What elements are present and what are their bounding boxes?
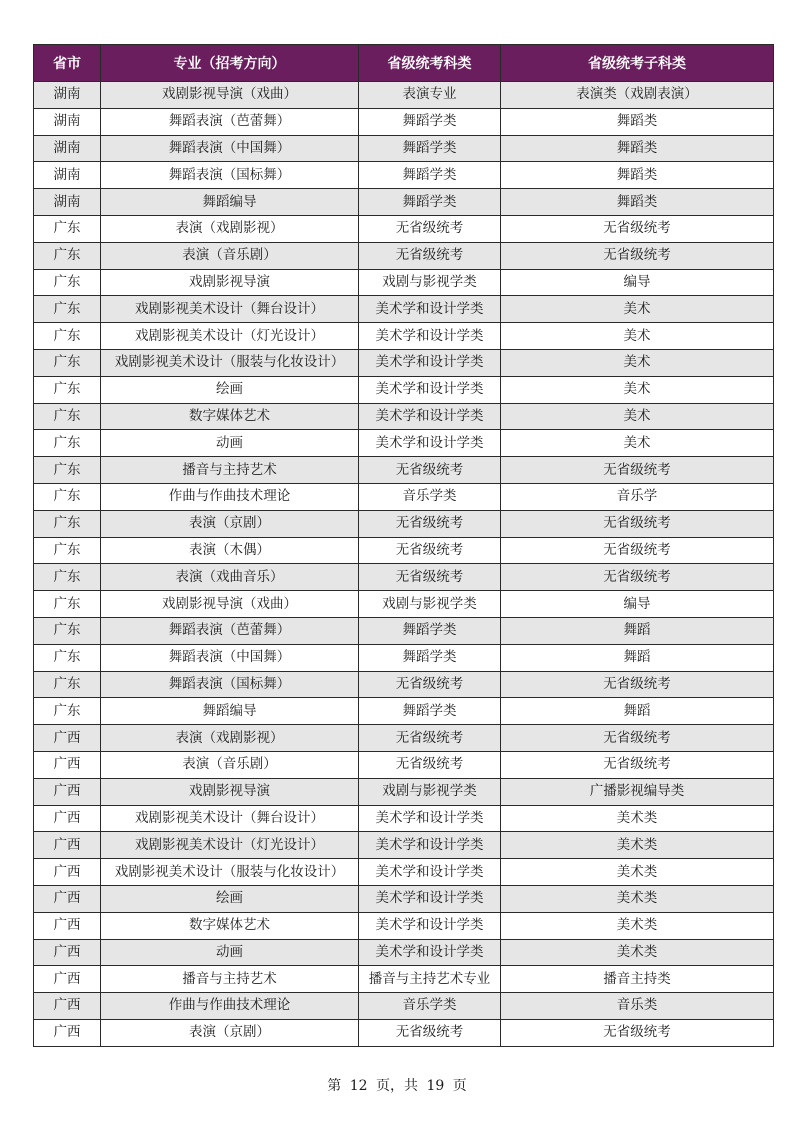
cell-exam-category: 无省级统考	[359, 215, 501, 242]
cell-exam-subcategory: 无省级统考	[501, 242, 774, 269]
cell-province: 广东	[34, 430, 101, 457]
cell-major: 舞蹈表演（中国舞）	[101, 135, 359, 162]
cell-province: 湖南	[34, 82, 101, 109]
cell-province: 广东	[34, 323, 101, 350]
table-row	[34, 805, 774, 832]
cell-exam-category: 无省级统考	[359, 510, 501, 537]
cell-major: 动画	[101, 939, 359, 966]
cell-exam-category: 戏剧与影视学类	[359, 591, 501, 618]
cell-exam-category: 舞蹈学类	[359, 189, 501, 216]
cell-exam-category: 美术学和设计学类	[359, 859, 501, 886]
cell-exam-category: 无省级统考	[359, 1019, 501, 1046]
table-row	[34, 483, 774, 510]
cell-major: 播音与主持艺术	[101, 457, 359, 484]
table-row	[34, 698, 774, 725]
cell-exam-category: 舞蹈学类	[359, 698, 501, 725]
cell-exam-category: 美术学和设计学类	[359, 430, 501, 457]
cell-exam-category: 无省级统考	[359, 457, 501, 484]
cell-major: 表演（音乐剧）	[101, 751, 359, 778]
cell-exam-category: 美术学和设计学类	[359, 885, 501, 912]
cell-major: 动画	[101, 430, 359, 457]
table-row	[34, 671, 774, 698]
table-row	[34, 108, 774, 135]
cell-major: 表演（音乐剧）	[101, 242, 359, 269]
cell-major: 戏剧影视导演	[101, 269, 359, 296]
table-row	[34, 349, 774, 376]
cell-province: 广东	[34, 591, 101, 618]
cell-province: 广西	[34, 885, 101, 912]
cell-major: 戏剧影视美术设计（舞台设计）	[101, 805, 359, 832]
cell-exam-category: 美术学和设计学类	[359, 805, 501, 832]
table-row	[34, 403, 774, 430]
cell-exam-category: 无省级统考	[359, 751, 501, 778]
table-row	[34, 1019, 774, 1046]
cell-exam-subcategory: 无省级统考	[501, 457, 774, 484]
table-row	[34, 939, 774, 966]
table-row	[34, 457, 774, 484]
cell-major: 数字媒体艺术	[101, 403, 359, 430]
cell-exam-category: 舞蹈学类	[359, 135, 501, 162]
cell-exam-subcategory: 音乐类	[501, 993, 774, 1020]
cell-exam-category: 美术学和设计学类	[359, 296, 501, 323]
cell-exam-subcategory: 无省级统考	[501, 510, 774, 537]
table-row	[34, 296, 774, 323]
table-row	[34, 242, 774, 269]
cell-exam-subcategory: 美术类	[501, 885, 774, 912]
cell-province: 广东	[34, 483, 101, 510]
cell-major: 表演（京剧）	[101, 510, 359, 537]
majors-table	[33, 44, 774, 1047]
cell-exam-category: 无省级统考	[359, 537, 501, 564]
cell-exam-category: 舞蹈学类	[359, 617, 501, 644]
cell-exam-category: 音乐学类	[359, 993, 501, 1020]
cell-province: 湖南	[34, 108, 101, 135]
cell-major: 戏剧影视美术设计（灯光设计）	[101, 832, 359, 859]
cell-exam-subcategory: 无省级统考	[501, 564, 774, 591]
header-exam-category: 省级统考科类	[359, 45, 501, 82]
table-row	[34, 215, 774, 242]
table-row	[34, 725, 774, 752]
cell-province: 广西	[34, 725, 101, 752]
table-row	[34, 510, 774, 537]
cell-province: 广东	[34, 349, 101, 376]
cell-exam-subcategory: 舞蹈	[501, 617, 774, 644]
cell-exam-subcategory: 舞蹈类	[501, 108, 774, 135]
cell-exam-category: 美术学和设计学类	[359, 832, 501, 859]
cell-major: 戏剧影视美术设计（服装与化妆设计）	[101, 859, 359, 886]
table-row	[34, 751, 774, 778]
header-province: 省市	[34, 45, 101, 82]
table-row	[34, 430, 774, 457]
cell-province: 广东	[34, 698, 101, 725]
cell-exam-category: 美术学和设计学类	[359, 376, 501, 403]
table-row	[34, 644, 774, 671]
cell-exam-subcategory: 美术类	[501, 805, 774, 832]
cell-major: 戏剧影视导演（戏曲）	[101, 591, 359, 618]
cell-province: 广西	[34, 832, 101, 859]
majors-table-container	[33, 44, 773, 1047]
table-row	[34, 269, 774, 296]
table-row	[34, 617, 774, 644]
table-body	[34, 82, 774, 1047]
table-row	[34, 885, 774, 912]
cell-exam-category: 无省级统考	[359, 725, 501, 752]
cell-province: 广东	[34, 403, 101, 430]
cell-province: 广东	[34, 671, 101, 698]
cell-province: 广西	[34, 912, 101, 939]
cell-exam-category: 无省级统考	[359, 564, 501, 591]
cell-exam-subcategory: 广播影视编导类	[501, 778, 774, 805]
cell-province: 广东	[34, 457, 101, 484]
cell-major: 舞蹈编导	[101, 698, 359, 725]
cell-exam-category: 戏剧与影视学类	[359, 778, 501, 805]
footer-prefix: 第	[327, 1078, 342, 1094]
cell-exam-subcategory: 美术类	[501, 859, 774, 886]
table-row	[34, 376, 774, 403]
cell-exam-subcategory: 表演类（戏剧表演）	[501, 82, 774, 109]
cell-exam-category: 无省级统考	[359, 242, 501, 269]
table-row	[34, 832, 774, 859]
cell-exam-subcategory: 音乐学	[501, 483, 774, 510]
cell-major: 舞蹈表演（芭蕾舞）	[101, 108, 359, 135]
table-row	[34, 82, 774, 109]
table-row	[34, 966, 774, 993]
cell-province: 广东	[34, 537, 101, 564]
cell-exam-subcategory: 编导	[501, 269, 774, 296]
cell-exam-subcategory: 舞蹈	[501, 644, 774, 671]
cell-major: 戏剧影视导演	[101, 778, 359, 805]
table-row	[34, 323, 774, 350]
cell-province: 广东	[34, 242, 101, 269]
cell-major: 绘画	[101, 885, 359, 912]
cell-major: 播音与主持艺术	[101, 966, 359, 993]
table-row	[34, 135, 774, 162]
table-row	[34, 912, 774, 939]
cell-exam-subcategory: 舞蹈类	[501, 162, 774, 189]
table-row	[34, 564, 774, 591]
cell-exam-subcategory: 美术	[501, 323, 774, 350]
cell-province: 广西	[34, 966, 101, 993]
cell-exam-subcategory: 美术类	[501, 939, 774, 966]
footer-current-page: 12	[349, 1078, 368, 1094]
cell-province: 广东	[34, 564, 101, 591]
table-row	[34, 537, 774, 564]
cell-province: 广东	[34, 376, 101, 403]
cell-province: 广西	[34, 805, 101, 832]
cell-exam-subcategory: 无省级统考	[501, 215, 774, 242]
table-header-row	[34, 45, 774, 82]
cell-province: 广东	[34, 617, 101, 644]
cell-exam-category: 美术学和设计学类	[359, 912, 501, 939]
cell-exam-category: 舞蹈学类	[359, 108, 501, 135]
cell-province: 广西	[34, 939, 101, 966]
cell-major: 作曲与作曲技术理论	[101, 993, 359, 1020]
cell-province: 广西	[34, 1019, 101, 1046]
cell-exam-category: 播音与主持艺术专业	[359, 966, 501, 993]
cell-province: 湖南	[34, 135, 101, 162]
cell-exam-subcategory: 无省级统考	[501, 671, 774, 698]
cell-major: 舞蹈表演（国标舞）	[101, 162, 359, 189]
cell-province: 广西	[34, 751, 101, 778]
cell-major: 戏剧影视美术设计（舞台设计）	[101, 296, 359, 323]
cell-province: 广西	[34, 859, 101, 886]
cell-exam-category: 美术学和设计学类	[359, 403, 501, 430]
cell-exam-category: 无省级统考	[359, 671, 501, 698]
cell-exam-subcategory: 舞蹈类	[501, 189, 774, 216]
cell-major: 表演（戏剧影视）	[101, 215, 359, 242]
table-row	[34, 591, 774, 618]
cell-exam-category: 音乐学类	[359, 483, 501, 510]
cell-exam-subcategory: 美术	[501, 349, 774, 376]
header-exam-subcategory: 省级统考子科类	[501, 45, 774, 82]
cell-exam-subcategory: 无省级统考	[501, 537, 774, 564]
cell-major: 戏剧影视导演（戏曲）	[101, 82, 359, 109]
cell-major: 戏剧影视美术设计（灯光设计）	[101, 323, 359, 350]
cell-exam-category: 戏剧与影视学类	[359, 269, 501, 296]
cell-exam-subcategory: 无省级统考	[501, 1019, 774, 1046]
cell-major: 舞蹈表演（芭蕾舞）	[101, 617, 359, 644]
cell-exam-subcategory: 无省级统考	[501, 751, 774, 778]
table-row	[34, 778, 774, 805]
cell-major: 作曲与作曲技术理论	[101, 483, 359, 510]
cell-exam-subcategory: 编导	[501, 591, 774, 618]
cell-major: 舞蹈表演（国标舞）	[101, 671, 359, 698]
cell-province: 广西	[34, 993, 101, 1020]
footer-middle: 页，共	[376, 1078, 418, 1094]
cell-exam-subcategory: 舞蹈类	[501, 135, 774, 162]
cell-exam-subcategory: 美术类	[501, 912, 774, 939]
cell-exam-category: 美术学和设计学类	[359, 323, 501, 350]
cell-major: 绘画	[101, 376, 359, 403]
cell-exam-subcategory: 美术	[501, 403, 774, 430]
cell-major: 表演（戏剧影视）	[101, 725, 359, 752]
cell-major: 舞蹈表演（中国舞）	[101, 644, 359, 671]
cell-exam-category: 美术学和设计学类	[359, 349, 501, 376]
page-footer	[0, 1075, 794, 1095]
cell-province: 湖南	[34, 162, 101, 189]
cell-exam-category: 美术学和设计学类	[359, 939, 501, 966]
cell-exam-subcategory: 无省级统考	[501, 725, 774, 752]
cell-exam-subcategory: 美术	[501, 430, 774, 457]
cell-exam-subcategory: 美术	[501, 296, 774, 323]
cell-major: 戏剧影视美术设计（服装与化妆设计）	[101, 349, 359, 376]
footer-suffix: 页	[452, 1078, 467, 1094]
cell-exam-subcategory: 舞蹈	[501, 698, 774, 725]
cell-province: 广东	[34, 644, 101, 671]
cell-exam-category: 表演专业	[359, 82, 501, 109]
cell-province: 湖南	[34, 189, 101, 216]
cell-province: 广东	[34, 215, 101, 242]
cell-major: 表演（戏曲音乐）	[101, 564, 359, 591]
table-row	[34, 189, 774, 216]
table-row	[34, 993, 774, 1020]
cell-province: 广东	[34, 510, 101, 537]
table-row	[34, 859, 774, 886]
cell-province: 广东	[34, 296, 101, 323]
header-major: 专业（招考方向）	[101, 45, 359, 82]
cell-exam-subcategory: 美术类	[501, 832, 774, 859]
table-row	[34, 162, 774, 189]
cell-exam-category: 舞蹈学类	[359, 162, 501, 189]
cell-major: 数字媒体艺术	[101, 912, 359, 939]
cell-province: 广东	[34, 269, 101, 296]
cell-province: 广西	[34, 778, 101, 805]
cell-major: 表演（京剧）	[101, 1019, 359, 1046]
cell-exam-category: 舞蹈学类	[359, 644, 501, 671]
cell-major: 表演（木偶）	[101, 537, 359, 564]
cell-major: 舞蹈编导	[101, 189, 359, 216]
cell-exam-subcategory: 播音主持类	[501, 966, 774, 993]
cell-exam-subcategory: 美术	[501, 376, 774, 403]
footer-total-pages: 19	[426, 1078, 445, 1094]
